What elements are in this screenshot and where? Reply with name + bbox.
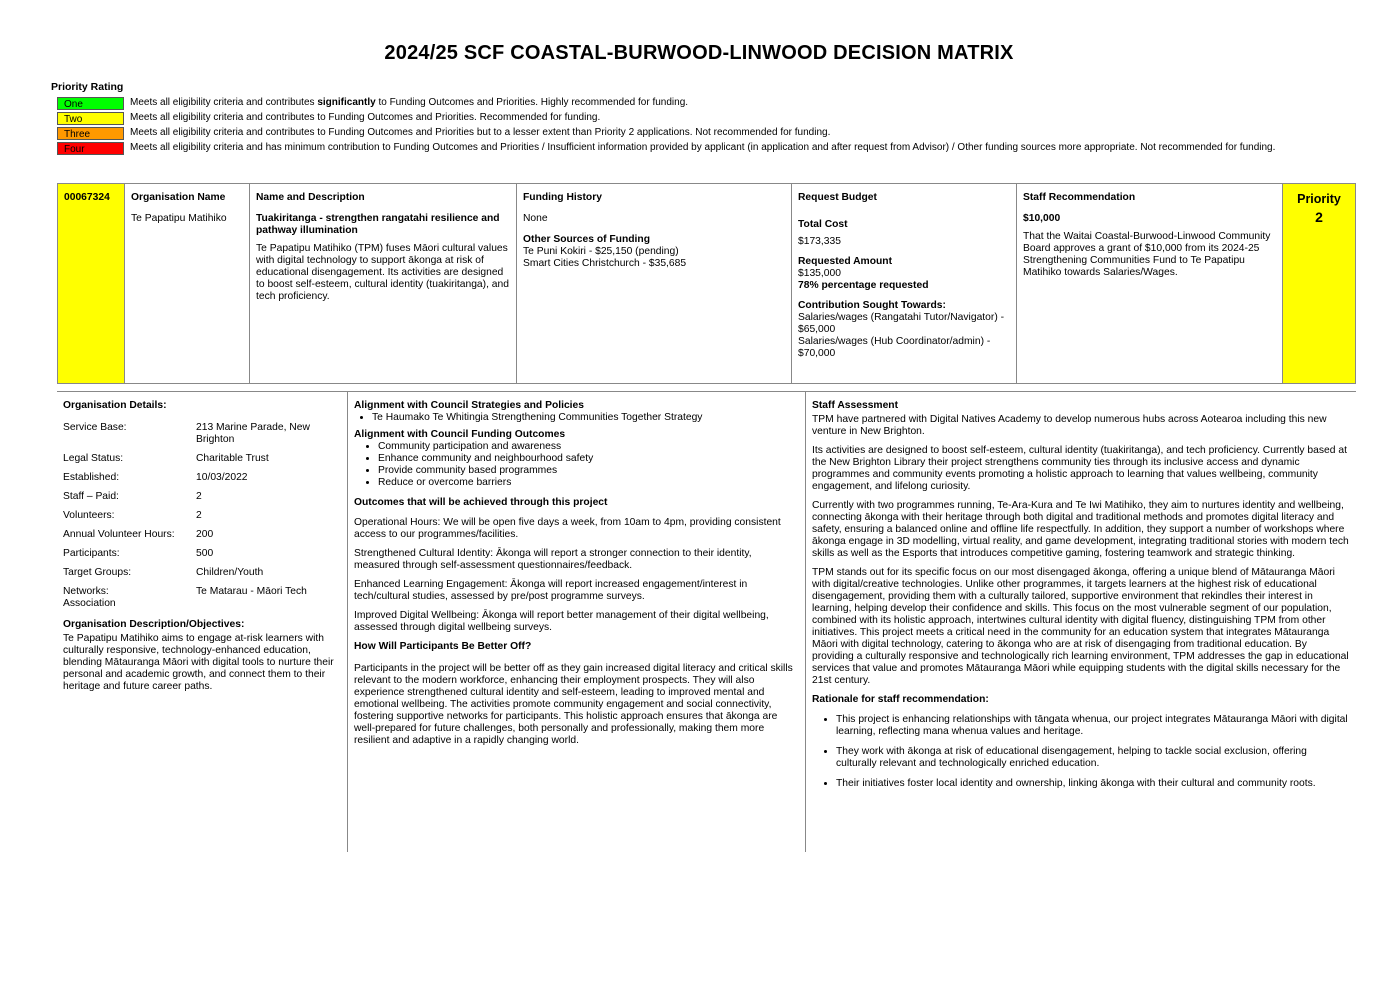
legend-desc-three: Meets all eligibility criteria and contributes to Funding Outcomes and Priorities but to a lesser extent than Priority 2 applications. Not recommended for funding. <box>130 127 831 138</box>
list-item: • Enhance community and neighbourhood safety <box>378 453 799 465</box>
total-cost-label: Total Cost <box>798 219 848 230</box>
request-budget-cell <box>792 184 1017 383</box>
legend-swatch-four: Four <box>57 142 124 155</box>
detail-row: Annual Volunteer Hours: 200 <box>63 529 214 540</box>
detail-row: Legal Status: Charitable Trust <box>63 453 269 464</box>
list-item: • Their initiatives foster local identity and ownership, linking ākonga with their cultural and community roots. <box>836 778 1350 790</box>
request-budget-header: Request Budget <box>798 192 877 203</box>
organisation-details-heading: Organisation Details: <box>63 400 167 411</box>
detail-row: Established: 10/03/2022 <box>63 472 248 483</box>
organisation-details-column <box>57 392 348 852</box>
strategies-list <box>354 412 799 424</box>
better-off-text: Participants in the project will be better off as they gain increased digital literacy and critical skills relevant to the modern workforce, enhancing their employment prospects. They will also experience strengthened cultural identity and self-esteem, leading to improved mental and emotional wellbeing. The activities promote community engagement and social connectivity, fostering supportive networks for participants. This holistic approach ensures that ākonga are well-prepared for future challenges, both personally and professionally, making them more resilient and adaptive in a rapidly changing world. <box>354 663 793 746</box>
total-cost-value: $173,335 <box>798 236 841 247</box>
priority-cell <box>1283 184 1355 383</box>
achieve-heading: Outcomes that will be achieved through this project <box>354 497 608 508</box>
organisation-name-header: Organisation Name <box>131 192 226 203</box>
legend-row-four <box>57 142 1317 155</box>
detail-row: Service Base: 213 Marine Parade, New Brighton <box>63 422 310 445</box>
other-source-item: Smart Cities Christchurch - $35,685 <box>523 258 687 269</box>
rationale-list <box>812 714 1350 790</box>
outcome-item: Improved Digital Wellbeing: Ākonga will report better management of their digital wellbeing, assessed through digital wellbeing surveys. <box>354 610 769 633</box>
legend-swatch-two: Two <box>57 112 124 125</box>
funding-history-header: Funding History <box>523 192 602 203</box>
application-summary-row <box>57 183 1356 384</box>
list-item: • They work with ākonga at risk of educational disengagement, helping to tackle social exclusion, offering culturally relevant and technologically enriched education. <box>836 746 1350 770</box>
priority-value: 2 <box>1315 209 1323 225</box>
percentage-requested: 78% percentage requested <box>798 280 929 291</box>
assessment-paragraph: Currently with two programmes running, Te-Ara-Kura and Te Iwi Matihiko, they aim to nurtures identity and wellbeing, connecting ākonga with their heritage through both digital and traditional methods and promotes digital literacy and safety, ensuring a balanced online and offline life respectfully. In addition, they support a number of workshops where ākonga engage in 3D modelling, virtual reality, and game development, integrating traditional stories with modern tech skills as well as the Esports that introduces competitive gaming, fostering teamwork and strategic thinking. <box>812 500 1349 559</box>
requested-amount-label: Requested Amount <box>798 256 893 267</box>
other-source-item: Te Puni Kokiri - $25,150 (pending) <box>523 246 679 257</box>
project-title: Tuakiritanga - strengthen rangatahi resilience and pathway illumination <box>256 213 500 236</box>
funding-outcomes-heading: Alignment with Council Funding Outcomes <box>354 429 566 440</box>
assessment-paragraph: TPM have partnered with Digital Natives Academy to develop numerous hubs across Aotearoa including this new venture in New Brighton. <box>812 414 1327 437</box>
project-description: Te Papatipu Matihiko (TPM) fuses Māori cultural values with digital technology to support ākonga at risk of educational disengagement. Its activities are designed to boost self-esteem, cultural identity (tuakiritanga), and tech proficiency. <box>256 243 509 302</box>
objectives-heading: Organisation Description/Objectives: <box>63 619 245 630</box>
legend-row-one <box>57 97 1317 110</box>
requested-amount-value: $135,000 <box>798 268 841 279</box>
list-item: • This project is enhancing relationships with tāngata whenua, our project integrates Mātauranga Māori with digital learning, reflecting mana whenua values and heritage. <box>836 714 1350 738</box>
list-item: • Reduce or overcome barriers <box>378 477 799 489</box>
other-sources-header: Other Sources of Funding <box>523 234 650 245</box>
funding-history-cell <box>517 184 792 383</box>
contribution-sought-label: Contribution Sought Towards: <box>798 300 946 311</box>
list-item: • Community participation and awareness <box>378 441 799 453</box>
name-description-cell <box>250 184 517 383</box>
staff-assessment-column <box>806 392 1356 852</box>
assessment-paragraph: Its activities are designed to boost self-esteem, cultural identity (tuakiritanga), and tech proficiency. Currently based at the New Brighton Library their project strengthens community ties through its inclusive access and dynamic programmes and community events promoting a holistic approach to learning that values wellbeing, community engagement, and lifelong curiosity. <box>812 445 1347 492</box>
priority-legend <box>57 97 1317 157</box>
better-off-heading: How Will Participants Be Better Off? <box>354 641 532 652</box>
contribution-item: Salaries/wages (Hub Coordinator/admin) - $70,000 <box>798 336 991 359</box>
list-item: • Provide community based programmes <box>378 465 799 477</box>
page-title: 2024/25 SCF COASTAL-BURWOOD-LINWOOD DECISION MATRIX <box>384 42 1014 64</box>
staff-recommended-amount: $10,000 <box>1023 213 1061 224</box>
networks-continuation: Association <box>63 598 116 609</box>
name-description-header: Name and Description <box>256 192 365 203</box>
detail-row: Staff – Paid: 2 <box>63 491 202 502</box>
outcome-item: Enhanced Learning Engagement: Ākonga will report increased engagement/interest in tech/cultural studies, assessed by pre/post programme surveys. <box>354 579 748 602</box>
staff-recommendation-text: That the Waitai Coastal-Burwood-Linwood Community Board approves a grant of $10,000 from its 2024-25 Strengthening Communities Fund to Te Papatipu Matihiko towards Salaries/Wages. <box>1023 231 1271 278</box>
legend-row-two <box>57 112 1317 125</box>
application-id: 00067324 <box>58 184 125 383</box>
contribution-item: Salaries/wages (Rangatahi Tutor/Navigator) - $65,000 <box>798 312 1005 335</box>
legend-desc-two: Meets all eligibility criteria and contributes to Funding Outcomes and Priorities. Recommended for funding. <box>130 112 601 123</box>
strategies-heading: Alignment with Council Strategies and Policies <box>354 400 585 411</box>
details-section <box>57 392 1356 852</box>
objectives-text: Te Papatipu Matihiko aims to engage at-risk learners with culturally responsive, technology-enhanced education, blending Mātauranga Māori with digital tools to nurture their personal and academic growth, and connect them to their heritage and future career paths. <box>63 633 334 692</box>
detail-row: Participants: 500 <box>63 548 214 559</box>
funding-outcomes-list <box>354 441 799 489</box>
alignment-column <box>348 392 806 852</box>
staff-recommendation-cell <box>1017 184 1283 383</box>
outcome-item: Operational Hours: We will be open five days a week, from 10am to 4pm, providing consistent access to our programmes/facilities. <box>354 517 781 540</box>
legend-desc-one: Meets all eligibility criteria and contributes significantly to Funding Outcomes and Priorities. Highly recommended for funding. <box>130 97 689 108</box>
outcome-item: Strengthened Cultural Identity: Ākonga will report a stronger connection to their identity, measured through self-assessment questionnaires/feedback. <box>354 548 752 571</box>
legend-row-three <box>57 127 1317 140</box>
staff-recommendation-header: Staff Recommendation <box>1023 192 1136 203</box>
list-item: • Te Haumako Te Whitingia Strengthening Communities Together Strategy <box>372 412 799 424</box>
legend-swatch-one: One <box>57 97 124 110</box>
legend-swatch-three: Three <box>57 127 124 140</box>
detail-row: Volunteers: 2 <box>63 510 202 521</box>
legend-desc-four: Meets all eligibility criteria and has minimum contribution to Funding Outcomes and Priorities / Insufficient information provided by applicant (in application and after request from Advisor) / Other funding sources more appropriate. Not recommended for funding. <box>130 142 1276 153</box>
funding-history-value: None <box>523 213 548 224</box>
organisation-name: Te Papatipu Matihiko <box>131 213 227 224</box>
assessment-paragraph: TPM stands out for its specific focus on our most disengaged ākonga, offering a unique blend of Mātauranga Māori with digital/creative technologies. Unlike other programmes, it targets learners at the highest risk of educational disengagement, providing them with a culturally tailored, supportive environment that rekindles their interest in learning, helping develop their confidence and skills. This focus on the most vulnerable segment of our population, combined with its holistic approach, intertwines cultural identity with digital fluency, distinguishing TPM from other initiatives. This project meets a critical need in the community for an education system that integrates Mātauranga Māori with digital technology, catering to ākonga who are at risk of disengaging from traditional education. By providing a culturally responsive and technologically rich learning environment, TPM addresses the gap in educational services that value and promotes Mātauranga Māori while equipping students with the digital skills necessary for the 21st century. <box>812 567 1349 686</box>
staff-assessment-heading: Staff Assessment <box>812 400 899 411</box>
priority-label: Priority <box>1297 192 1341 206</box>
rationale-heading: Rationale for staff recommendation: <box>812 694 989 705</box>
priority-rating-heading: Priority Rating <box>51 81 124 93</box>
detail-row: Networks: Te Matarau - Māori Tech <box>63 586 307 597</box>
organisation-name-cell <box>125 184 250 383</box>
detail-row: Target Groups: Children/Youth <box>63 567 264 578</box>
